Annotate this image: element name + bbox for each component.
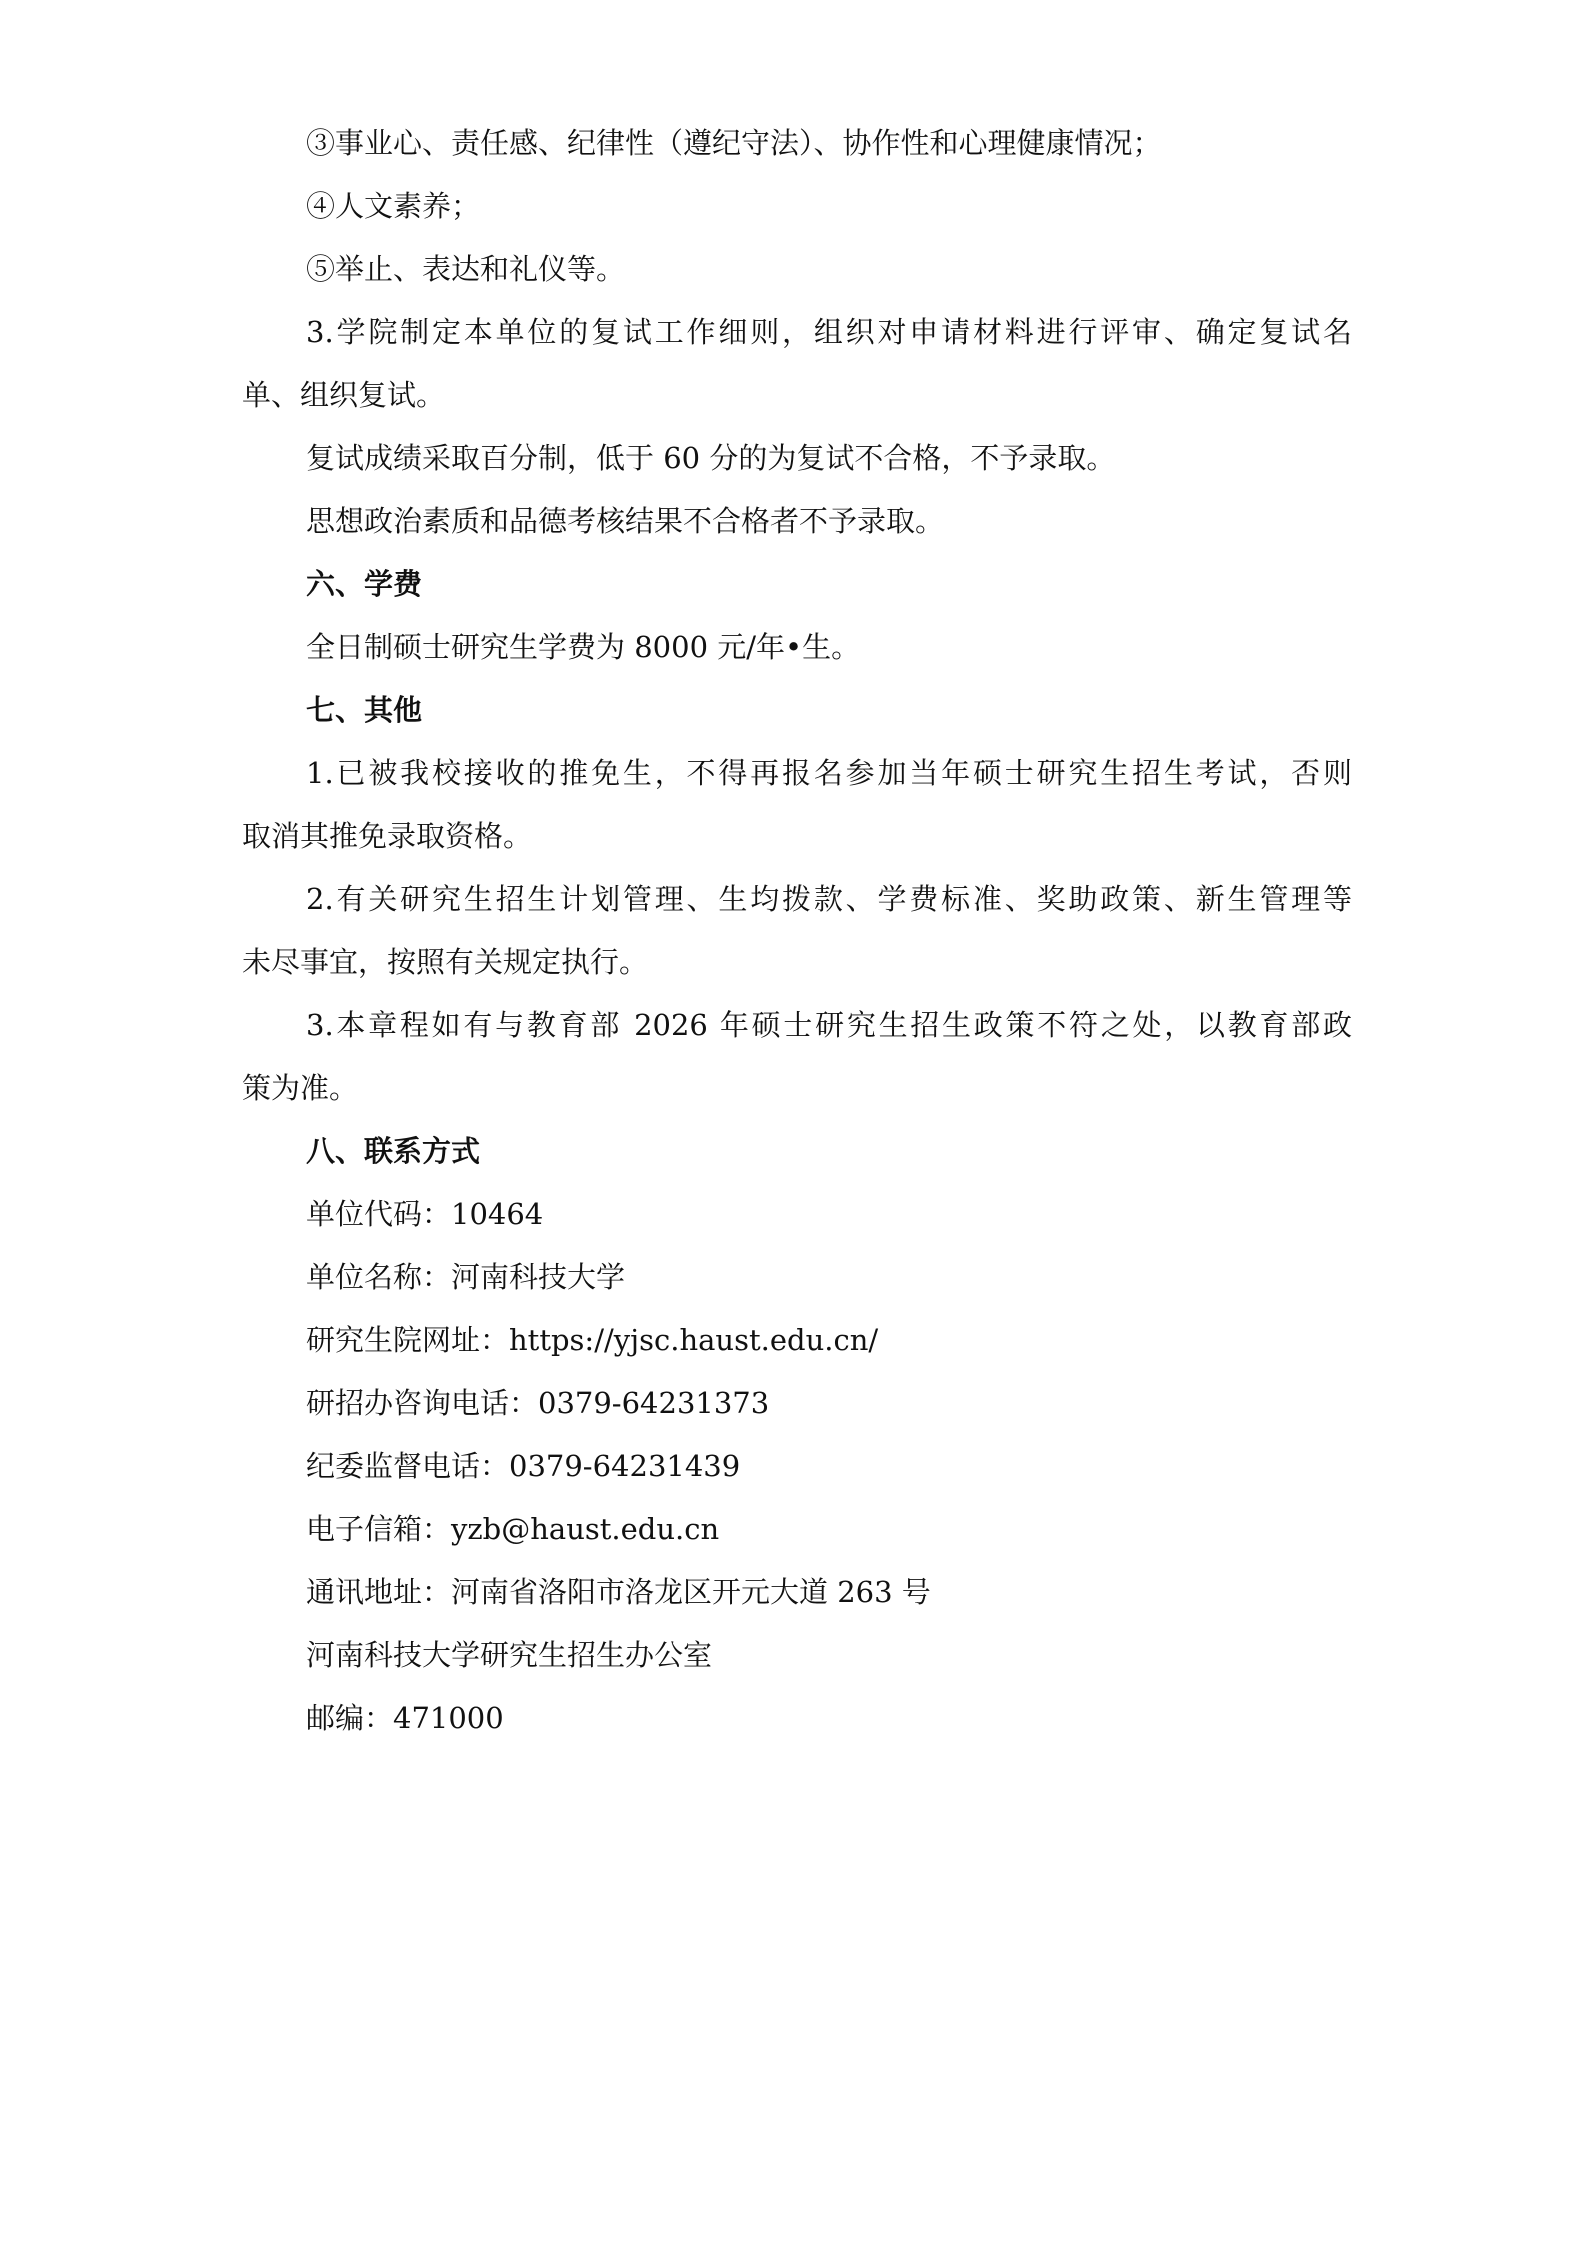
contact-unit-code: 单位代码：10464	[306, 1197, 544, 1231]
contact-email: 电子信箱：yzb@haust.edu.cn	[306, 1512, 720, 1546]
other-item-2-line-2: 未尽事宜，按照有关规定执行。	[242, 945, 649, 979]
other-item-1-line-2: 取消其推免录取资格。	[242, 819, 533, 853]
retest-rules-line-2: 单、组织复试。	[242, 378, 446, 412]
contact-postcode: 邮编：471000	[306, 1701, 504, 1735]
document-body	[242, 112, 1352, 1750]
contact-supervision-phone: 纪委监督电话：0379-64231439	[306, 1449, 741, 1483]
tuition-text: 全日制硕士研究生学费为 8000 元/年•生。	[306, 630, 861, 664]
contact-admissions-phone: 研招办咨询电话：0379-64231373	[306, 1386, 770, 1420]
criteria-item-3: ③事业心、责任感、纪律性（遵纪守法）、协作性和心理健康情况；	[306, 126, 1162, 160]
retest-score-rule: 复试成绩采取百分制，低于 60 分的为复试不合格，不予录取。	[306, 441, 1116, 475]
contact-address: 通讯地址：河南省洛阳市洛龙区开元大道 263 号	[306, 1575, 931, 1609]
other-item-3-line-2: 策为准。	[242, 1071, 359, 1105]
criteria-item-4: ④人文素养；	[306, 189, 481, 223]
section-tuition-heading: 六、学费	[306, 567, 423, 601]
retest-rules-line-1: 3.学院制定本单位的复试工作细则，组织对申请材料进行评审、确定复试名	[306, 315, 1352, 349]
contact-website: 研究生院网址：https://yjsc.haust.edu.cn/	[306, 1323, 879, 1357]
section-contact-heading: 八、联系方式	[306, 1134, 481, 1168]
ideology-check-rule: 思想政治素质和品德考核结果不合格者不予录取。	[306, 504, 945, 538]
contact-unit-name: 单位名称：河南科技大学	[306, 1260, 626, 1294]
other-item-3-line-1: 3.本章程如有与教育部 2026 年硕士研究生招生政策不符之处，以教育部政	[306, 1008, 1352, 1042]
contact-office-name: 河南科技大学研究生招生办公室	[306, 1638, 713, 1672]
criteria-item-5: ⑤举止、表达和礼仪等。	[306, 252, 626, 286]
other-item-1-line-1: 1.已被我校接收的推免生，不得再报名参加当年硕士研究生招生考试，否则	[306, 756, 1352, 790]
section-other-heading: 七、其他	[306, 693, 423, 727]
other-item-2-line-1: 2.有关研究生招生计划管理、生均拨款、学费标准、奖助政策、新生管理等	[306, 882, 1352, 916]
